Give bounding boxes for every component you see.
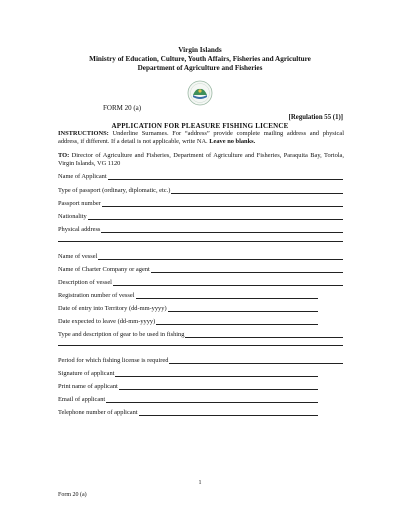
regulation-reference: [Regulation 55 (1)] xyxy=(288,114,343,121)
to-label: TO: xyxy=(58,152,70,159)
label-gear-description: Type and description of gear to be used in fishing xyxy=(58,331,185,338)
label-type-of-passport: Type of passport (ordinary, diplomatic, etc.) xyxy=(58,187,171,194)
label-date-of-entry: Date of entry into Territory (dd-mm-yyyy) xyxy=(58,305,167,312)
field-date-to-leave xyxy=(58,316,318,325)
label-signature: Signature of applicant xyxy=(58,370,115,377)
field-name-of-vessel xyxy=(58,251,343,260)
header-department: Department of Agriculture and Fisheries xyxy=(137,64,263,72)
to-text: Director of Agriculture and Fisheries, Department of Agriculture and Fisheries, Paraquita Bay, Tortola, Virgin Islands, VG 1120 xyxy=(58,152,344,168)
input-gear-description-line-2[interactable] xyxy=(58,345,343,346)
label-email: Email of applicant xyxy=(58,396,106,403)
input-charter-company[interactable] xyxy=(151,265,343,273)
field-signature xyxy=(58,368,318,377)
field-email xyxy=(58,394,318,403)
input-signature[interactable] xyxy=(115,369,318,377)
input-physical-address-line-2[interactable] xyxy=(58,241,343,242)
field-description-of-vessel xyxy=(58,277,343,286)
input-physical-address[interactable] xyxy=(101,225,343,233)
instructions-paragraph xyxy=(58,130,344,146)
field-telephone xyxy=(58,407,318,416)
field-passport-number xyxy=(58,198,343,207)
header-ministry: Ministry of Education, Culture, Youth Affairs, Fisheries and Agriculture xyxy=(89,55,311,63)
label-name-of-vessel: Name of vessel xyxy=(58,253,98,260)
field-gear-description xyxy=(58,329,343,338)
input-telephone[interactable] xyxy=(139,408,318,416)
input-description-of-vessel[interactable] xyxy=(113,278,343,286)
field-charter-company xyxy=(58,264,343,273)
field-type-of-passport xyxy=(58,185,343,194)
field-physical-address xyxy=(58,224,343,233)
label-name-of-applicant: Name of Applicant xyxy=(58,173,107,180)
label-print-name: Print name of applicant xyxy=(58,383,118,390)
label-telephone: Telephone number of applicant xyxy=(58,409,138,416)
label-passport-number: Passport number xyxy=(58,200,101,207)
label-period: Period for which fishing license is required xyxy=(58,357,169,364)
field-name-of-applicant xyxy=(58,171,343,180)
form-number: FORM 20 (a) xyxy=(103,104,142,112)
input-print-name[interactable] xyxy=(119,382,318,390)
label-registration-number: Registration number of vessel xyxy=(58,292,135,299)
input-date-to-leave[interactable] xyxy=(156,317,318,325)
input-passport-number[interactable] xyxy=(102,199,343,207)
input-period[interactable] xyxy=(169,356,343,364)
field-date-of-entry xyxy=(58,303,318,312)
label-physical-address: Physical address xyxy=(58,226,101,233)
instructions-emphasis: Leave no blanks. xyxy=(209,138,256,146)
to-paragraph xyxy=(58,152,344,168)
instructions-label: INSTRUCTIONS: xyxy=(58,130,109,137)
form-title: APPLICATION FOR PLEASURE FISHING LICENCE xyxy=(111,122,289,130)
field-nationality xyxy=(58,211,343,220)
input-name-of-applicant[interactable] xyxy=(108,172,343,180)
ministry-seal-icon xyxy=(187,80,213,106)
label-charter-company: Name of Charter Company or agent xyxy=(58,266,150,273)
input-gear-description[interactable] xyxy=(185,330,343,338)
field-print-name xyxy=(58,381,318,390)
footer-form-number: Form 20 (a) xyxy=(58,492,87,498)
header-territory: Virgin Islands xyxy=(178,46,222,54)
input-type-of-passport[interactable] xyxy=(171,186,343,194)
label-description-of-vessel: Description of vessel xyxy=(58,279,112,286)
input-email[interactable] xyxy=(106,395,318,403)
input-nationality[interactable] xyxy=(88,212,343,220)
input-registration-number[interactable] xyxy=(136,291,319,299)
label-nationality: Nationality xyxy=(58,213,87,220)
input-date-of-entry[interactable] xyxy=(168,304,318,312)
field-period xyxy=(58,355,343,364)
label-date-to-leave: Date expected to leave (dd-mm-yyyy) xyxy=(58,318,156,325)
instructions-text: Underline Surnames. For “address” provide complete mailing address and physical address, if different. If a detail is not applicable, write NA. xyxy=(58,130,344,146)
page-number: 1 xyxy=(198,480,202,486)
field-registration-number xyxy=(58,290,318,299)
input-name-of-vessel[interactable] xyxy=(98,252,343,260)
